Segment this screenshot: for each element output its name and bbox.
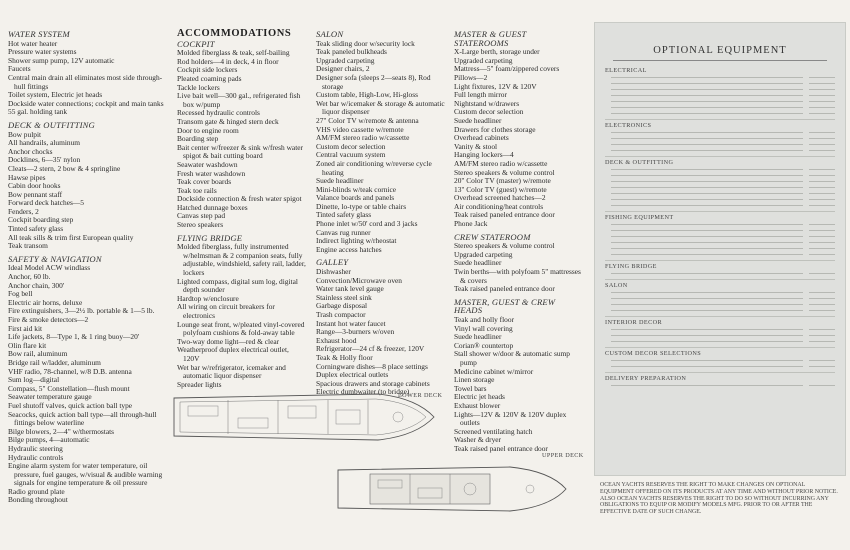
list-item: Central main drain all eliminates most side through-hull fittings — [8, 72, 163, 91]
list-item: Corningware dishes—8 place settings — [316, 361, 428, 371]
list-item: Fog bell — [8, 289, 33, 299]
list-item: Fuel shutoff valves, quick action ball type — [8, 400, 133, 410]
list-item: AM/FM stereo radio w/cassette — [454, 158, 548, 168]
optional-section — [605, 67, 835, 120]
list-item: Pillows—2 — [454, 72, 488, 82]
optional-section — [605, 122, 835, 157]
list-item: Medicine cabinet w/mirror — [454, 366, 534, 376]
list-item: Garbage disposal — [316, 301, 368, 311]
list-item: Pressure water systems — [8, 47, 77, 57]
list-item: Fire extinguishers, 3—2½ lb. portable & 1—5 lb. — [8, 306, 155, 316]
list-item: Faucets — [8, 64, 31, 74]
list-item: Mini-blinds w/teak cornice — [316, 184, 397, 194]
list-item: Hawse pipes — [8, 172, 46, 182]
list-item: AM/FM stereo radio w/cassette — [316, 133, 410, 143]
heads-heading: MASTER, GUEST & CREW HEADS — [454, 296, 556, 316]
optional-section-heading: ELECTRICAL — [605, 67, 647, 74]
list-item: Valance boards and panels — [316, 193, 395, 203]
list-item: Custom table, High-Low, Hi-gloss — [316, 90, 418, 100]
list-item: Electric jet heads — [454, 392, 505, 402]
list-item: Spacious drawers and storage cabinets — [316, 378, 430, 388]
list-item: Hydraulic steering — [8, 443, 63, 453]
list-item: Weatherproof duplex electrical outlet, 120V — [177, 345, 289, 363]
list-item: Pleated coaming pads — [177, 73, 242, 83]
optional-line-item — [611, 93, 835, 98]
list-item: Recessed hydraulic controls — [177, 108, 260, 118]
section-divider — [605, 347, 835, 348]
list-item: Linen storage — [454, 375, 495, 385]
list-item: 27" Color TV w/remote & antenna — [316, 115, 419, 125]
list-item: Suede headliner — [316, 176, 364, 186]
optional-line-item — [611, 333, 835, 338]
list-item: All wiring on circuit breakers for electronics — [177, 302, 275, 320]
optional-line-item — [611, 167, 835, 172]
column-systems — [8, 30, 168, 505]
list-item: Teak paneled bulkheads — [316, 47, 387, 57]
accommodations-title: ACCOMMODATIONS — [177, 28, 292, 39]
galley-heading: GALLEY — [316, 257, 349, 268]
list-item: Lights—12V & 120V & 120V duplex outlets — [454, 409, 567, 428]
list-item: Teak cover boards — [177, 177, 232, 187]
list-item: Air conditioning/heat controls — [454, 201, 544, 211]
safety-navigation-list — [8, 264, 168, 505]
upper-deck-plan — [330, 462, 570, 516]
list-item: Cleats—2 stern, 2 bow & 4 springline — [8, 163, 121, 173]
list-item: Engine alarm system for water temperature, oil pressure, fuel gauges, w/visual & audible warning signals for engine temperature & oil pressure — [8, 461, 163, 488]
list-item: Stall shower w/door & automatic sump pump — [454, 349, 570, 367]
list-item: Drawers for clothes storage — [454, 124, 536, 134]
list-item: Phone inlet w/50' cord and 3 jacks — [316, 219, 418, 229]
list-item: Electric dumbwaiter (to bridge) — [316, 387, 410, 397]
list-item: Screened ventilating hatch — [454, 426, 533, 436]
list-item: Instant hot water faucet — [316, 318, 386, 328]
list-item: Overhead screened hatches—2 — [454, 193, 546, 203]
optional-section-heading: INTERIOR DECOR — [605, 319, 662, 326]
water-system-heading: WATER SYSTEM — [8, 29, 70, 39]
optional-line-item — [611, 296, 835, 301]
list-item: Suede headliner — [454, 258, 502, 268]
list-item: 20" Color TV (master) w/remote — [454, 176, 551, 186]
list-item: Radio ground plate — [8, 486, 65, 496]
list-item: VHF radio, 78-channel, w/8 D.B. antenna — [8, 366, 132, 376]
list-item: Lighted compass, digital sum log, digital depth sounder — [177, 276, 298, 295]
list-item: Tinted safety glass — [8, 224, 64, 234]
list-item: Upgraded carpeting — [454, 55, 513, 65]
list-item: Upgraded carpeting — [316, 55, 375, 65]
list-item: Sum log—digital — [8, 375, 60, 385]
list-item: Vinyl wall covering — [454, 323, 513, 333]
list-item: Dishwasher — [316, 267, 351, 277]
list-item: Fresh water washdown — [177, 168, 246, 178]
list-item: Trash compactor — [316, 310, 366, 319]
list-item: Zoned air conditioning w/reverse cycle heating — [316, 158, 432, 177]
optional-line-item — [611, 185, 835, 190]
list-item: Bow pennant staff — [8, 189, 63, 199]
optional-section-heading: DELIVERY PREPARATION — [605, 375, 687, 382]
crew-stateroom-list — [454, 242, 582, 294]
list-item: Towel bars — [454, 383, 487, 393]
list-item: Fire & smoke detectors—2 — [8, 315, 89, 324]
optional-line-item — [611, 252, 835, 257]
list-item: Stereo speakers & volume control — [454, 167, 555, 177]
list-item: Vanity & stool — [454, 141, 498, 151]
list-item: Hot water heater — [8, 38, 58, 48]
list-item: Cabin door hooks — [8, 181, 61, 191]
list-item: Dinette, lo-type or table chairs — [316, 201, 407, 211]
title-divider — [613, 60, 827, 61]
optional-line-item — [611, 271, 835, 276]
optional-line-item — [611, 87, 835, 92]
list-item: Toilet system, Electric jet heads — [8, 90, 103, 100]
section-divider — [605, 316, 835, 317]
salon-heading: SALON — [316, 29, 344, 39]
list-item: Bait center w/freezer & sink w/fresh water spigot & bait cutting board — [177, 142, 303, 161]
optional-line-item — [611, 222, 835, 227]
optional-section-heading: DECK & OUTFITTING — [605, 159, 674, 166]
list-item: Central vacuum system — [316, 150, 386, 160]
list-item: Live bait well—300 gal., refrigerated fish box w/pump — [177, 91, 301, 109]
list-item: Teak toe rails — [177, 185, 217, 195]
galley-list — [316, 268, 448, 397]
list-item: Cockpit side lockers — [177, 65, 238, 75]
cockpit-list — [177, 49, 307, 229]
optional-section — [605, 282, 835, 317]
optional-line-item — [611, 203, 835, 208]
list-item: Washer & dryer — [454, 435, 502, 445]
list-item: Tinted safety glass — [316, 210, 372, 220]
list-item: Teak sliding door w/security lock — [316, 38, 415, 48]
list-item: Canvas rug runner — [316, 227, 371, 237]
list-item: Twin berths—with polyfoam 5" mattresses & covers — [454, 267, 581, 285]
list-item: Forward deck hatches—5 — [8, 198, 84, 208]
list-item: Bonding throughout — [8, 495, 68, 505]
section-divider — [605, 211, 835, 212]
list-item: Teak and holly floor — [454, 315, 515, 324]
optional-line-item — [611, 339, 835, 344]
list-item: 13" Color TV (guest) w/remote — [454, 184, 547, 194]
optional-line-item — [611, 148, 835, 153]
optional-line-item — [611, 383, 835, 388]
optional-line-item — [611, 111, 835, 116]
list-item: Tackle lockers — [177, 82, 220, 92]
optional-section — [605, 214, 835, 261]
list-item: Custom decor selection — [454, 107, 524, 117]
optional-line-item — [611, 105, 835, 110]
list-item: Compass, 5" Constellation—flush mount — [8, 383, 130, 393]
optional-line-item — [611, 99, 835, 104]
list-item: Designer chairs, 2 — [316, 64, 370, 74]
section-divider — [605, 279, 835, 280]
list-item: Refrigerator—24 cf & freezer, 120V — [316, 344, 425, 354]
list-item: Exhaust hood — [316, 335, 357, 345]
optional-line-item — [611, 142, 835, 147]
optional-section — [605, 319, 835, 348]
list-item: Full length mirror — [454, 90, 507, 100]
optional-section-heading: CUSTOM DECOR SELECTIONS — [605, 350, 702, 357]
list-item: Exhaust blower — [454, 400, 501, 410]
optional-section — [605, 350, 835, 373]
heads-list — [454, 316, 582, 454]
optional-line-item — [611, 191, 835, 196]
optional-line-item — [611, 302, 835, 307]
optional-section-heading: FLYING BRIDGE — [605, 263, 657, 270]
list-item: Suede headliner — [454, 115, 502, 125]
list-item: Olin flare kit — [8, 340, 47, 350]
section-divider — [605, 372, 835, 373]
optional-line-item — [611, 327, 835, 332]
flying-bridge-heading: FLYING BRIDGE — [177, 232, 243, 243]
optional-sections — [595, 67, 845, 388]
list-item: Seawater temperature gauge — [8, 392, 92, 402]
upper-deck-label: UPPER DECK — [542, 452, 584, 459]
optional-line-item — [611, 246, 835, 251]
list-item: Hatched dunnage boxes — [177, 202, 248, 212]
section-divider — [605, 260, 835, 261]
deck-outfitting-list — [8, 131, 168, 251]
list-item: Door to engine room — [177, 125, 239, 135]
list-item: Life jackets, 8—Type 1, & 1 ring buoy—20' — [8, 332, 140, 342]
list-item: Range—3-burners w/oven — [316, 327, 395, 337]
list-item: All teak sills & trim first European quality — [8, 232, 134, 242]
section-divider — [605, 156, 835, 157]
list-item: X-Large berth, storage under — [454, 47, 540, 57]
list-item: First aid kit — [8, 323, 43, 333]
optional-line-item — [611, 75, 835, 80]
list-item: Electric air horns, deluxe — [8, 297, 83, 307]
list-item: Teak raised paneled entrance door — [454, 284, 555, 294]
section-divider — [605, 119, 835, 120]
column-staterooms — [454, 30, 582, 454]
list-item: Designer sofa (sleeps 2—seats 8), Rod storage — [316, 72, 431, 91]
list-item: Teak transom — [8, 241, 48, 251]
list-item: Stereo speakers — [177, 220, 224, 230]
optional-line-item — [611, 364, 835, 369]
list-item: Molded fiberglass & teak, self-bailing — [177, 48, 290, 58]
water-system-list — [8, 40, 168, 117]
list-item: Teak raised panel entrance door — [454, 443, 548, 453]
list-item: Mattress—5" foam/zippered covers — [454, 64, 560, 74]
list-item: Shower sump pump, 12V automatic — [8, 55, 115, 65]
list-item: Dockside connection & fresh water spigot — [177, 194, 302, 204]
optional-section-heading: FISHING EQUIPMENT — [605, 214, 674, 221]
list-item: Seacocks, quick action ball type—all through-hull fittings below waterline — [8, 409, 157, 428]
optional-line-item — [611, 234, 835, 239]
list-item: Docklines, 6—35' nylon — [8, 155, 81, 165]
list-item: Upgraded carpeting — [454, 249, 513, 259]
crew-stateroom-heading: CREW STATEROOM — [454, 231, 531, 242]
optional-line-item — [611, 179, 835, 184]
master-guest-list — [454, 48, 582, 228]
list-item: Stereo speakers & volume control — [454, 241, 555, 251]
optional-line-item — [611, 136, 835, 141]
list-item: All handrails, aluminum — [8, 138, 81, 148]
list-item: Seawater washdown — [177, 159, 238, 169]
list-item: Teak raised paneled entrance door — [454, 210, 555, 220]
list-item: Dockside water connections; cockpit and main tanks — [8, 98, 164, 108]
list-item: Molded fiberglass, fully instrumented w/helmsman & 2 companion seats, fully adjustable, windshield, safety rail, ladder, lockers — [177, 242, 306, 278]
list-item: Canvas step pad — [177, 211, 226, 221]
optional-line-item — [611, 240, 835, 245]
list-item: Bridge rail w/ladder, aluminum — [8, 357, 101, 367]
list-item: Corian® countertop — [454, 340, 514, 350]
optional-line-item — [611, 130, 835, 135]
list-item: Nightstand w/drawers — [454, 98, 520, 108]
optional-line-item — [611, 228, 835, 233]
optional-section — [605, 159, 835, 212]
cockpit-heading: COCKPIT — [177, 38, 215, 49]
lower-deck-label: LOWER DECK — [398, 392, 443, 399]
list-item: Duplex electrical outlets — [316, 370, 389, 380]
optional-equipment-panel — [594, 22, 846, 476]
list-item: Wet bar w/icemaker & storage & automatic liquor dispenser — [316, 98, 445, 117]
list-item: Bilge blowers, 2—4" w/thermostats — [8, 426, 115, 436]
list-item: 55 gal. holding tank — [8, 107, 68, 117]
list-item: Engine access hatches — [316, 244, 382, 254]
list-item: Two-way dome light—red & clear — [177, 336, 280, 346]
optional-line-item — [611, 358, 835, 363]
list-item: Phone Jack — [454, 219, 488, 229]
salon-list — [316, 40, 448, 255]
list-item: Hanging lockers—4 — [454, 150, 514, 160]
safety-navigation-heading: SAFETY & NAVIGATION — [8, 253, 102, 264]
list-item: Bilge pumps, 4—automatic — [8, 435, 90, 445]
list-item: Anchor chocks — [8, 146, 53, 156]
list-item: Anchor chain, 300' — [8, 280, 65, 290]
flying-bridge-list — [177, 243, 307, 389]
list-item: Cockpit boarding step — [8, 215, 74, 225]
list-item: Hydraulic controls — [8, 452, 64, 462]
column-salon-galley — [316, 30, 448, 397]
list-item: Rod holders—4 in deck, 4 in floor — [177, 56, 279, 66]
list-item: Teak & Holly floor — [316, 352, 373, 362]
list-item: Indirect lighting w/rheostat — [316, 236, 397, 246]
optional-line-item — [611, 197, 835, 202]
list-item: Ideal Model ACW windlass — [8, 263, 91, 273]
list-item: Wet bar w/refrigerator, icemaker and automatic liquor dispenser — [177, 362, 286, 381]
deck-outfitting-heading: DECK & OUTFITTING — [8, 119, 95, 130]
list-item: Water tank level gauge — [316, 284, 384, 294]
list-item: VHS video cassette w/remote — [316, 124, 404, 134]
column-accommodations — [177, 30, 307, 389]
list-item: Hardtop w/enclosure — [177, 293, 239, 303]
list-item: Convection/Microwave oven — [316, 275, 402, 285]
optional-section-heading: ELECTRONICS — [605, 122, 652, 129]
list-item: Fenders, 2 — [8, 206, 39, 216]
optional-equipment-title: OPTIONAL EQUIPMENT — [653, 45, 787, 56]
list-item: Bow rail, aluminum — [8, 349, 68, 359]
list-item: Bow pulpit — [8, 129, 42, 139]
list-item: Boarding step — [177, 134, 219, 144]
optional-line-item — [611, 81, 835, 86]
list-item: Suede headliner — [454, 332, 502, 342]
master-guest-heading: MASTER & GUEST STATEROOMS — [454, 29, 527, 48]
optional-section-heading: SALON — [605, 282, 628, 289]
optional-section — [605, 263, 835, 280]
list-item: Stainless steel sink — [316, 292, 372, 302]
list-item: Lounge seat front, w/pleated vinyl-covered polyfoam cushions & fold-away table — [177, 319, 305, 338]
optional-line-item — [611, 173, 835, 178]
list-item: Spreader lights — [177, 379, 222, 389]
list-item: Anchor, 60 lb. — [8, 272, 51, 282]
optional-line-item — [611, 308, 835, 313]
disclaimer-text: OCEAN YACHTS RESERVES THE RIGHT TO MAKE CHANGES ON OPTIONAL EQUIPMENT OFFERED ON ITS PRODUCTS AT ANY TIME AND WITHOUT PRIOR NOTICE. ALSO OCEAN YACHTS RESERVES THE RIGHT TO DO SO WITHOUT INCURRING ANY OBLIGATIONS TO EQUIP OR MODIFY MODELS MFG. PRIOR TO OR AFTER THE EFFECTIVE DATE OF SUCH CHANGE. — [600, 482, 838, 516]
list-item: Light fixtures, 12V & 120V — [454, 81, 537, 91]
optional-line-item — [611, 290, 835, 295]
list-item: Transom gate & hinged stern deck — [177, 116, 279, 126]
optional-section — [605, 375, 835, 388]
list-item: Overhead cabinets — [454, 133, 509, 143]
list-item: Custom decor selection — [316, 141, 386, 151]
